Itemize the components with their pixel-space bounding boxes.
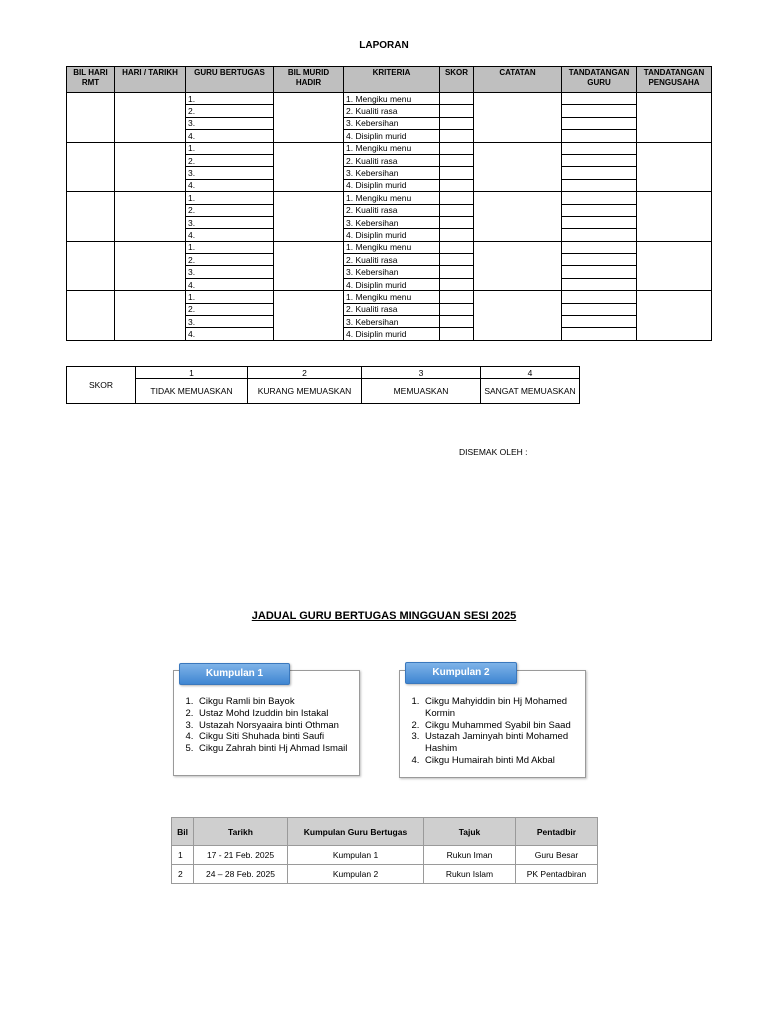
skor-cell[interactable] — [440, 278, 474, 290]
kriteria-cell: 1. Mengiku menu — [344, 142, 440, 154]
duty-cell-kumpulan: Kumpulan 2 — [288, 865, 424, 884]
kriteria-cell: 3. Kebersihan — [344, 266, 440, 278]
guru-bertugas-cell[interactable]: 1. — [186, 192, 274, 204]
tandatangan-guru-cell[interactable] — [562, 93, 637, 105]
skor-cell[interactable] — [440, 316, 474, 328]
kriteria-cell: 3. Kebersihan — [344, 316, 440, 328]
duty-cell-pentadbir: Guru Besar — [516, 846, 598, 865]
tandatangan-guru-cell[interactable] — [562, 229, 637, 241]
duty-header-tarikh: Tarikh — [194, 818, 288, 846]
group-2-label: Kumpulan 2 — [405, 662, 517, 684]
duty-schedule-table — [171, 817, 598, 884]
kriteria-cell: 1. Mengiku menu — [344, 93, 440, 105]
duty-header-tajuk: Tajuk — [424, 818, 516, 846]
score-desc-1: TIDAK MEMUASKAN — [136, 379, 248, 404]
skor-cell[interactable] — [440, 229, 474, 241]
guru-bertugas-cell[interactable]: 2. — [186, 254, 274, 266]
hari-tarikh-cell[interactable] — [115, 192, 186, 242]
guru-bertugas-cell[interactable]: 3. — [186, 316, 274, 328]
kriteria-cell: 4. Disiplin murid — [344, 130, 440, 142]
skor-cell[interactable] — [440, 303, 474, 315]
group-member: 5. Cikgu Zahrah binti Hj Ahmad Ismail — [196, 743, 359, 755]
hari-tarikh-cell[interactable] — [115, 291, 186, 341]
score-num-2: 2 — [248, 367, 362, 379]
kriteria-cell: 4. Disiplin murid — [344, 229, 440, 241]
bil-hari-cell[interactable] — [67, 142, 115, 192]
guru-bertugas-cell[interactable]: 1. — [186, 291, 274, 303]
header-guru-bertugas: GURU BERTUGAS — [186, 67, 274, 93]
group-2-box — [399, 667, 586, 778]
header-tandatangan-guru: TANDATANGAN GURU — [562, 67, 637, 93]
score-num-1: 1 — [136, 367, 248, 379]
kriteria-cell: 3. Kebersihan — [344, 117, 440, 129]
group-member: 2. Ustaz Mohd Izuddin bin Istakal — [196, 708, 359, 720]
guru-bertugas-cell[interactable]: 4. — [186, 278, 274, 290]
kriteria-cell: 2. Kualiti rasa — [344, 204, 440, 216]
tandatangan-guru-cell[interactable] — [562, 291, 637, 303]
kriteria-cell: 3. Kebersihan — [344, 216, 440, 228]
catatan-cell[interactable] — [474, 93, 562, 143]
duty-header-pentadbir: Pentadbir — [516, 818, 598, 846]
score-num-4: 4 — [481, 367, 580, 379]
duty-cell-kumpulan: Kumpulan 1 — [288, 846, 424, 865]
tandatangan-pengusaha-cell[interactable] — [637, 142, 712, 192]
guru-bertugas-cell[interactable]: 4. — [186, 179, 274, 191]
group-member: 4. Cikgu Humairah binti Md Akbal — [422, 755, 585, 767]
skor-cell[interactable] — [440, 130, 474, 142]
score-desc-4: SANGAT MEMUASKAN — [481, 379, 580, 404]
tandatangan-guru-cell[interactable] — [562, 117, 637, 129]
header-hari-tarikh: HARI / TARIKH — [115, 67, 186, 93]
table-row — [67, 93, 712, 105]
group-1-box — [173, 670, 360, 776]
skor-cell[interactable] — [440, 179, 474, 191]
tandatangan-pengusaha-cell[interactable] — [637, 93, 712, 143]
group-member: 4. Cikgu Siti Shuhada binti Saufi — [196, 731, 359, 743]
table-row — [67, 192, 712, 204]
report-title: LAPORAN — [359, 40, 409, 51]
guru-bertugas-cell[interactable]: 2. — [186, 105, 274, 117]
catatan-cell[interactable] — [474, 241, 562, 291]
kriteria-cell: 2. Kualiti rasa — [344, 105, 440, 117]
guru-bertugas-cell[interactable]: 3. — [186, 266, 274, 278]
skor-cell[interactable] — [440, 117, 474, 129]
kriteria-cell: 1. Mengiku menu — [344, 241, 440, 253]
kriteria-cell: 2. Kualiti rasa — [344, 254, 440, 266]
guru-bertugas-cell[interactable]: 3. — [186, 216, 274, 228]
tandatangan-guru-cell[interactable] — [562, 154, 637, 166]
tandatangan-guru-cell[interactable] — [562, 278, 637, 290]
skor-cell[interactable] — [440, 93, 474, 105]
score-desc-2: KURANG MEMUASKAN — [248, 379, 362, 404]
tandatangan-guru-cell[interactable] — [562, 328, 637, 340]
skor-cell[interactable] — [440, 254, 474, 266]
tandatangan-guru-cell[interactable] — [562, 266, 637, 278]
skor-cell[interactable] — [440, 328, 474, 340]
guru-bertugas-cell[interactable]: 2. — [186, 204, 274, 216]
skor-cell[interactable] — [440, 167, 474, 179]
table-row — [67, 241, 712, 253]
skor-cell[interactable] — [440, 105, 474, 117]
score-num-3: 3 — [362, 367, 481, 379]
duty-cell-tarikh: 17 - 21 Feb. 2025 — [194, 846, 288, 865]
guru-bertugas-cell[interactable]: 3. — [186, 167, 274, 179]
header-tandatangan-pengusaha: TANDATANGAN PENGUSAHA — [637, 67, 712, 93]
tandatangan-guru-cell[interactable] — [562, 316, 637, 328]
duty-cell-tajuk: Rukun Iman — [424, 846, 516, 865]
group-2-members — [400, 696, 585, 767]
tandatangan-guru-cell[interactable] — [562, 105, 637, 117]
guru-bertugas-cell[interactable]: 4. — [186, 328, 274, 340]
report-table — [66, 66, 712, 341]
score-label: SKOR — [67, 367, 136, 404]
duty-cell-bil: 2 — [172, 865, 194, 884]
bil-murid-cell[interactable] — [274, 142, 344, 192]
duty-cell-tajuk: Rukun Islam — [424, 865, 516, 884]
table-row — [172, 846, 598, 865]
bil-hari-cell[interactable] — [67, 241, 115, 291]
guru-bertugas-cell[interactable]: 4. — [186, 229, 274, 241]
tandatangan-guru-cell[interactable] — [562, 303, 637, 315]
score-number-row — [67, 367, 580, 379]
tandatangan-guru-cell[interactable] — [562, 241, 637, 253]
group-member: 2. Cikgu Muhammed Syabil bin Saad — [422, 720, 585, 732]
group-member: 1. Cikgu Mahyiddin bin Hj Mohamed Kormin — [422, 696, 585, 720]
skor-cell[interactable] — [440, 204, 474, 216]
table-row — [67, 291, 712, 303]
group-1-label: Kumpulan 1 — [179, 663, 290, 685]
kriteria-cell: 1. Mengiku menu — [344, 192, 440, 204]
score-desc-3: MEMUASKAN — [362, 379, 481, 404]
bil-murid-cell[interactable] — [274, 192, 344, 242]
group-member: 3. Ustazah Jaminyah binti Mohamed Hashim — [422, 731, 585, 755]
tandatangan-guru-cell[interactable] — [562, 142, 637, 154]
tandatangan-pengusaha-cell[interactable] — [637, 291, 712, 341]
guru-bertugas-cell[interactable]: 1. — [186, 93, 274, 105]
kriteria-cell: 4. Disiplin murid — [344, 328, 440, 340]
bil-hari-cell[interactable] — [67, 192, 115, 242]
tandatangan-guru-cell[interactable] — [562, 204, 637, 216]
tandatangan-guru-cell[interactable] — [562, 179, 637, 191]
tandatangan-guru-cell[interactable] — [562, 216, 637, 228]
duty-cell-pentadbir: PK Pentadbiran — [516, 865, 598, 884]
guru-bertugas-cell[interactable]: 2. — [186, 303, 274, 315]
tandatangan-guru-cell[interactable] — [562, 167, 637, 179]
duty-header-bil: Bil — [172, 818, 194, 846]
tandatangan-guru-cell[interactable] — [562, 192, 637, 204]
header-skor: SKOR — [440, 67, 474, 93]
score-desc-row — [67, 379, 580, 404]
skor-cell[interactable] — [440, 216, 474, 228]
skor-cell[interactable] — [440, 241, 474, 253]
bil-hari-cell[interactable] — [67, 291, 115, 341]
tandatangan-pengusaha-cell[interactable] — [637, 241, 712, 291]
guru-bertugas-cell[interactable]: 2. — [186, 154, 274, 166]
guru-bertugas-cell[interactable]: 4. — [186, 130, 274, 142]
bil-murid-cell[interactable] — [274, 291, 344, 341]
skor-cell[interactable] — [440, 192, 474, 204]
kriteria-cell: 4. Disiplin murid — [344, 278, 440, 290]
group-1-members — [174, 696, 359, 755]
skor-cell[interactable] — [440, 142, 474, 154]
bil-murid-cell[interactable] — [274, 93, 344, 143]
hari-tarikh-cell[interactable] — [115, 142, 186, 192]
schedule-title: JADUAL GURU BERTUGAS MINGGUAN SESI 2025 — [251, 610, 517, 622]
kriteria-cell: 2. Kualiti rasa — [344, 154, 440, 166]
kriteria-cell: 2. Kualiti rasa — [344, 303, 440, 315]
duty-cell-tarikh: 24 – 28 Feb. 2025 — [194, 865, 288, 884]
disemak-oleh-label: DISEMAK OLEH : — [459, 447, 528, 457]
bil-hari-cell[interactable] — [67, 93, 115, 143]
duty-header-kumpulan: Kumpulan Guru Bertugas — [288, 818, 424, 846]
guru-bertugas-cell[interactable]: 3. — [186, 117, 274, 129]
group-member: 3. Ustazah Norsyaaira binti Othman — [196, 720, 359, 732]
header-bil-murid: BIL MURID HADIR — [274, 67, 344, 93]
skor-cell[interactable] — [440, 291, 474, 303]
kriteria-cell: 1. Mengiku menu — [344, 291, 440, 303]
bil-murid-cell[interactable] — [274, 241, 344, 291]
table-row — [67, 142, 712, 154]
catatan-cell[interactable] — [474, 291, 562, 341]
table-row — [172, 865, 598, 884]
duty-cell-bil: 1 — [172, 846, 194, 865]
skor-cell[interactable] — [440, 266, 474, 278]
report-body — [67, 93, 712, 341]
header-kriteria: KRITERIA — [344, 67, 440, 93]
skor-cell[interactable] — [440, 154, 474, 166]
header-catatan: CATATAN — [474, 67, 562, 93]
guru-bertugas-cell[interactable]: 1. — [186, 241, 274, 253]
group-member: 1. Cikgu Ramli bin Bayok — [196, 696, 359, 708]
report-header-row — [67, 67, 712, 93]
kriteria-cell: 4. Disiplin murid — [344, 179, 440, 191]
hari-tarikh-cell[interactable] — [115, 241, 186, 291]
guru-bertugas-cell[interactable]: 1. — [186, 142, 274, 154]
score-legend-table — [66, 366, 580, 404]
tandatangan-pengusaha-cell[interactable] — [637, 192, 712, 242]
hari-tarikh-cell[interactable] — [115, 93, 186, 143]
catatan-cell[interactable] — [474, 192, 562, 242]
duty-header-row — [172, 818, 598, 846]
catatan-cell[interactable] — [474, 142, 562, 192]
tandatangan-guru-cell[interactable] — [562, 254, 637, 266]
tandatangan-guru-cell[interactable] — [562, 130, 637, 142]
header-bil-hari: BIL HARI RMT — [67, 67, 115, 93]
kriteria-cell: 3. Kebersihan — [344, 167, 440, 179]
